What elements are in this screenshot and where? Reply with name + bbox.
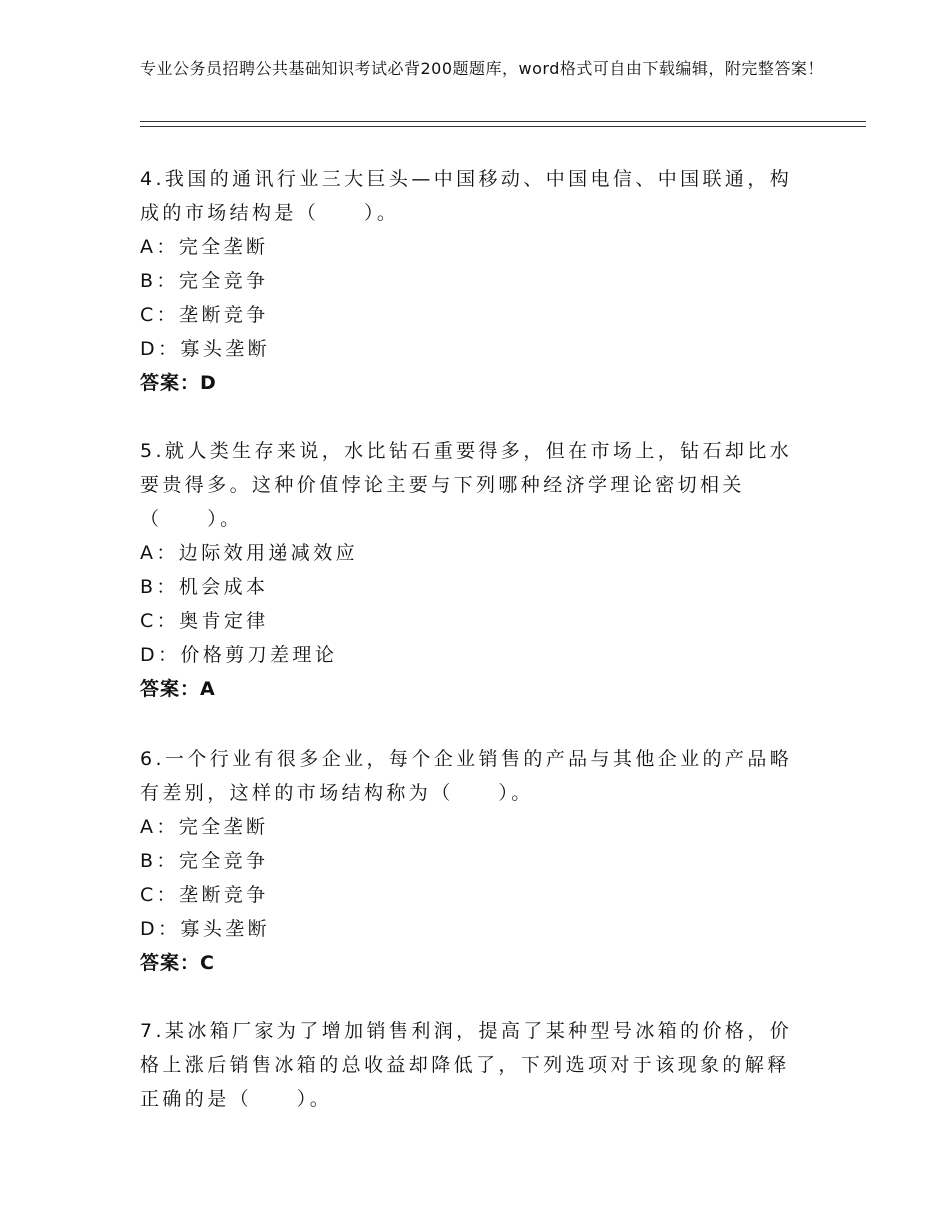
question-text: 6.一个行业有很多企业，每个企业销售的产品与其他企业的产品略有差别，这样的市场结构称为（ ）。 <box>140 748 793 804</box>
option-c: C：奥肯定律 <box>140 610 269 632</box>
document-header: 专业公务员招聘公共基础知识考试必背200题题库，word格式可自由下载编辑，附完整答案！ <box>140 59 824 78</box>
answer: 答案：D <box>140 372 217 394</box>
option-d: D：价格剪刀差理论 <box>140 644 338 666</box>
question-5 <box>140 434 800 706</box>
question-7 <box>140 1014 800 1116</box>
question-text: 7.某冰箱厂家为了增加销售利润，提高了某种型号冰箱的价格，价格上涨后销售冰箱的总收益却降低了，下列选项对于该现象的解释正确的是（ ）。 <box>140 1020 793 1110</box>
option-a: A：完全垄断 <box>140 816 269 838</box>
answer: 答案：A <box>140 678 216 700</box>
option-b: B：完全竞争 <box>140 270 269 292</box>
option-a: A：边际效用递减效应 <box>140 542 358 564</box>
option-a: A：完全垄断 <box>140 236 269 258</box>
option-d: D：寡头垄断 <box>140 338 271 360</box>
option-c: C：垄断竞争 <box>140 884 269 906</box>
answer: 答案：C <box>140 952 215 974</box>
header-divider <box>140 121 866 127</box>
option-d: D：寡头垄断 <box>140 918 271 940</box>
option-b: B：完全竞争 <box>140 850 269 872</box>
question-4 <box>140 162 800 400</box>
option-c: C：垄断竞争 <box>140 304 269 326</box>
question-text: 4.我国的通讯行业三大巨头—中国移动、中国电信、中国联通，构成的市场结构是（ ）。 <box>140 168 793 224</box>
option-b: B：机会成本 <box>140 576 269 598</box>
question-6 <box>140 742 800 980</box>
question-text: 5.就人类生存来说，水比钻石重要得多，但在市场上，钻石却比水要贵得多。这种价值悖论主要与下列哪种经济学理论密切相关（ ）。 <box>140 440 793 530</box>
